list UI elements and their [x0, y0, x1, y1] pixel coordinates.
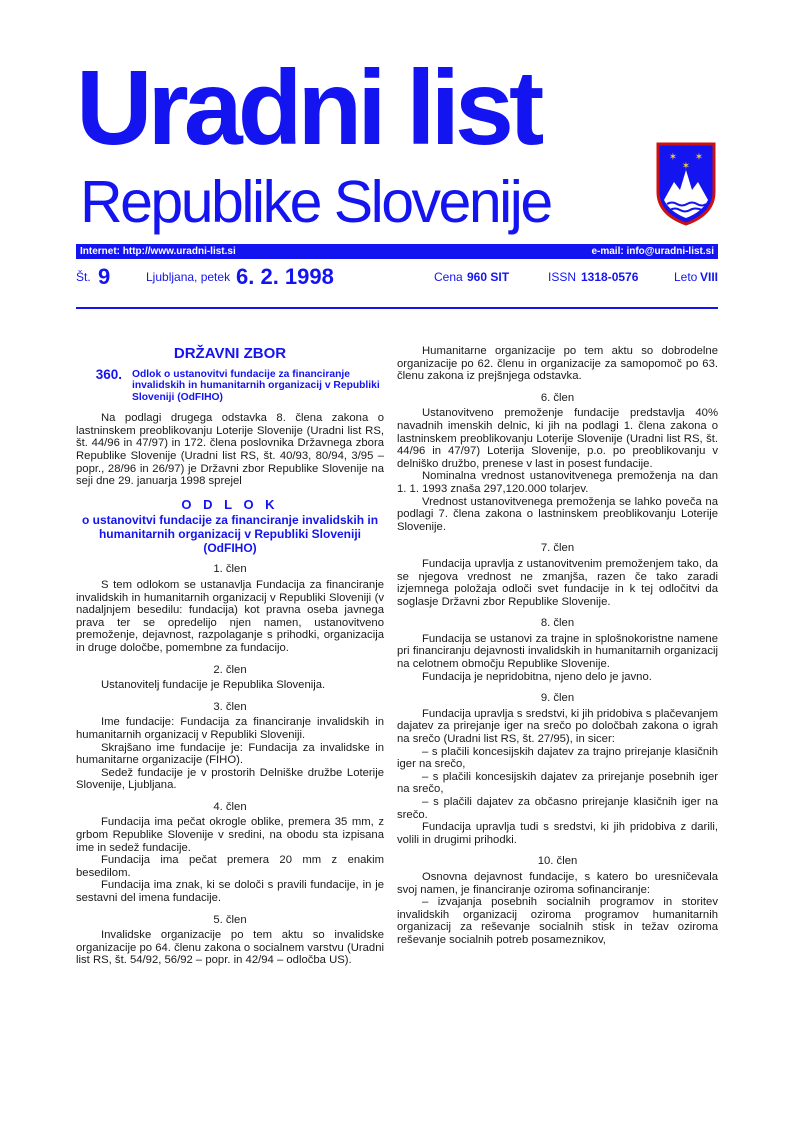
- svg-text:✶: ✶: [694, 152, 704, 163]
- clen-9-heading: 9. člen: [540, 692, 575, 705]
- clen-6-p3: Vrednost ustanovitvenega premoženja se lahko poveča na podlagi 7. člena zakona o lastninskem preoblikovanju Loterije Slovenije.: [397, 495, 718, 533]
- clen-6-p1: Ustanovitveno premoženje fundacije predstavlja 40% navadnih imenskih delnic, ki jih na podlagi 1. člena zakona o lastninskem preoblikovanju Loterije Slovenije (Uradni list RS, št. 44/96 in 47/97) Loterija Slovenije, p.o. po preoblikovanju v delniško družbo, prenese v last in posest fundacije.: [397, 407, 718, 470]
- clen-9-bullet-3: – s plačili dajatev za občasno prirejanje klasičnih iger na srečo.: [397, 796, 718, 821]
- svg-text:✶: ✶: [668, 152, 678, 163]
- odlok-title: O D L O K: [181, 496, 279, 512]
- clen-4-p2: Fundacija ima pečat premera 20 mm z enakim besedilom.: [76, 854, 384, 879]
- clen-6-p2: Nominalna vrednost ustanovitvenega premoženja na dan 1. 1. 1993 znaša 297,120.000 tolarjev.: [397, 470, 718, 495]
- contact-bar: [76, 244, 718, 259]
- clen-5-p1: Invalidske organizacije po tem aktu so invalidske organizacije po 64. členu zakona o socialnem varstvu (Uradni list RS, št. 54/92, 56/92 – popr. in 42/94 – odločba US).: [76, 929, 384, 967]
- clen-3-p1: Ime fundacije: Fundacija za financiranje invalidskih in humanitarnih organizacij v Republiki Sloveniji.: [76, 716, 384, 741]
- clen-8-heading: 8. člen: [540, 617, 575, 630]
- clen-9-bullet-2: – s plačili koncesijskih dajatev za prirejanje posebnih iger na srečo,: [397, 770, 718, 796]
- clen-1-p1: S tem odlokom se ustanavlja Fundacija za financiranje invalidskih in humanitarnih organizacij v Republiki Sloveniji (v nadaljnjem besedilu: fundacija) kot pravna oseba javnega prava ter se opredelijo njen namen, ustanovitveno premoženje, dejavnost, razpolaganje s prihodki, organizacija in druge določbe, pomembne za fundacijo.: [76, 578, 384, 654]
- odlok-subtitle: o ustanovitvi fundacije za financiranje invalidskih in humanitarnih organizacij v Republiki Sloveniji (OdFIHO): [81, 513, 379, 556]
- clen-6-heading: 6. člen: [540, 391, 575, 404]
- coat-of-arms-icon: [654, 140, 718, 226]
- right-column: [397, 345, 718, 947]
- clen-4-p1: Fundacija ima pečat okrogle oblike, premera 35 mm, z grbom Republike Slovenije v sredini, na obodu sta izpisana ime in sedež fundacije.: [76, 816, 384, 854]
- article-title: Odlok o ustanovitvi fundacije za financiranje invalidskih in humanitarnih organizacij v Republiki Sloveniji (OdFIHO): [132, 369, 380, 403]
- issue-place-day: Ljubljana, petek: [146, 270, 231, 284]
- clen-3-p3: Sedež fundacije je v prostorih Delniške družbe Loterije Slovenije, Ljubljana.: [76, 766, 384, 792]
- clen-7-heading: 7. člen: [540, 542, 575, 555]
- year-value: VIII: [700, 270, 719, 284]
- clen-9-p2: Fundacija upravlja tudi s sredstvi, ki jih pridobiva z darili, volili in drugimi prihodki.: [397, 821, 718, 846]
- issue-date: 6. 2. 1998: [236, 264, 334, 289]
- price-value: 960 SIT: [467, 270, 510, 284]
- preamble: Na podlagi drugega odstavka 8. člena zakona o lastninskem preoblikovanju Loterije Slovenije (Uradni list RS, št. 44/96 in 47/97) in 172. člena poslovnika Državnega zbora Republike Slovenije (Uradni list RS, št. 40/93, 80/94, 3/95 – popr., 28/96 in 26/97) je Državni zbor Republike Slovenije na seji dne 29. januarja 1998 sprejel: [76, 412, 384, 488]
- clen-4-p3: Fundacija ima znak, ki se določi s pravili fundacije, in je sestavni del imena fundacije.: [76, 879, 384, 905]
- masthead-subtitle: Republike Slovenije: [80, 169, 551, 235]
- clen-5-p2: Humanitarne organizacije po tem aktu so dobrodelne organizacije po 62. členu in organizacije za samopomoč po 63. členu zakona iz prejšnjega odstavka.: [397, 345, 718, 383]
- issue-info: [76, 264, 718, 294]
- clen-10-p1: Osnovna dejavnost fundacije, s katero bo uresničevala svoj namen, je financiranje oziroma sofinanciranje:: [397, 870, 718, 896]
- clen-5-heading: 5. člen: [213, 913, 247, 926]
- clen-8-p2: Fundacija je nepridobitna, njeno delo je javno.: [422, 670, 652, 683]
- section-title: DRŽAVNI ZBOR: [173, 345, 287, 362]
- clen-8-p1: Fundacija se ustanovi za trajne in splošnokoristne namene pri financiranju dejavnosti invalidskih in humanitarnih organizacij na celotnem območju Republike Slovenije.: [397, 632, 718, 671]
- svg-text:✶: ✶: [681, 161, 691, 172]
- clen-10-heading: 10. člen: [537, 855, 578, 868]
- year-label: Leto: [674, 270, 698, 284]
- article-number: 360.: [95, 367, 122, 382]
- masthead-title: Uradni list: [76, 49, 540, 167]
- left-column: [76, 345, 384, 967]
- clen-3-p2: Skrajšano ime fundacije je: Fundacija za invalidske in humanitarne organizacije (FIHO).: [76, 741, 384, 767]
- clen-1-heading: 1. člen: [213, 563, 247, 576]
- clen-3-heading: 3. člen: [213, 700, 247, 713]
- clen-9-bullet-1: – s plačili koncesijskih dajatev za trajno prirejanje klasičnih iger na srečo,: [397, 745, 718, 771]
- header-divider: [76, 307, 718, 309]
- clen-10-bullet-1: – izvajanja posebnih socialnih programov in storitev invalidskih organizacij oziroma programov humanitarnih organizacij za reševanje socialnih stisk in težav oziroma reševanje socialnih potreb posameznikov,: [397, 896, 718, 946]
- issn-value: 1318-0576: [581, 270, 639, 284]
- clen-7-p1: Fundacija upravlja z ustanovitvenim premoženjem tako, da se njegova vrednost ne zmanjša, razen če tako zaradi izjemnega položaja odloči svet fundacije in k tej odločitvi da soglasje Državni zbor Republike Slovenije.: [397, 557, 718, 608]
- clen-2-p1: Ustanovitelj fundacije je Republika Slovenija.: [101, 679, 326, 692]
- price-label: Cena: [434, 270, 463, 284]
- clen-9-p1: Fundacija upravlja s sredstvi, ki jih pridobiva s plačevanjem dajatev za prirejanje iger na srečo po določbah zakona o igrah na srečo (Uradni list RS, št. 27/95), in sicer:: [397, 707, 718, 746]
- email-link[interactable]: e-mail: info@uradni-list.si: [591, 246, 714, 257]
- issue-label: Št.: [76, 270, 91, 284]
- issn-label: ISSN: [548, 270, 577, 284]
- issue-number: 9: [98, 264, 111, 289]
- clen-2-heading: 2. člen: [213, 663, 247, 676]
- clen-4-heading: 4. člen: [213, 800, 247, 813]
- internet-link[interactable]: Internet: http://www.uradni-list.si: [80, 246, 236, 257]
- article-header: [76, 369, 384, 403]
